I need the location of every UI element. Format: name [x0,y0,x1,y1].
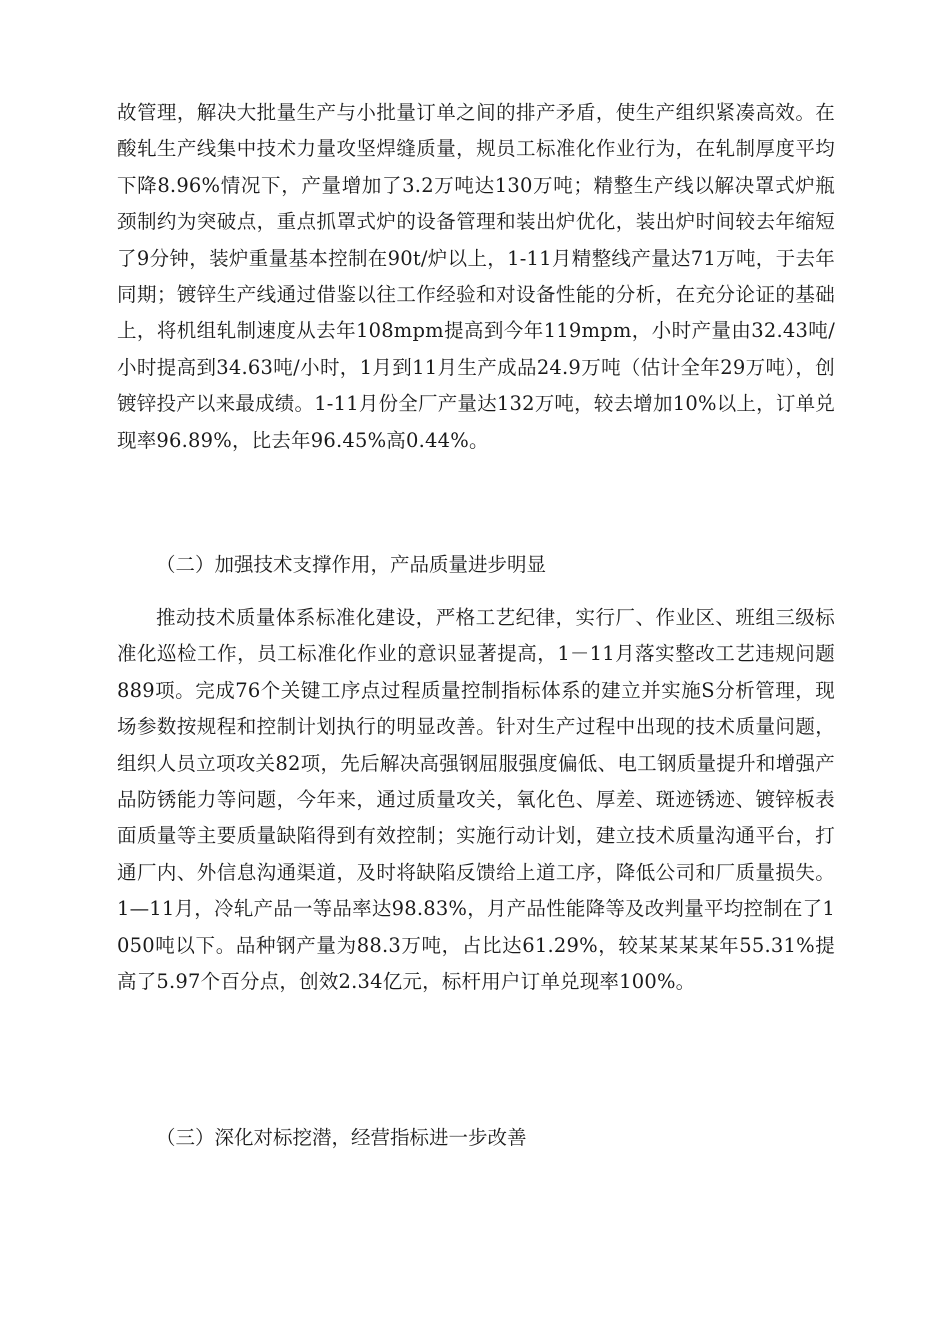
body-paragraph-production: 故管理，解决大批量生产与小批量订单之间的排产矛盾，使生产组织紧凑高效。在酸轧生产线集中技术力量攻坚焊缝质量，规员工标准化作业行为，在轧制厚度平均下降8.96%情况下，产量增加了3.2万吨达130万吨；精整生产线以解决罩式炉瓶颈制约为突破点，重点抓罩式炉的设备管理和装出炉优化，装出炉时间较去年缩短了9分钟，装炉重量基本控制在90t/炉以上，1-11月精整线产量达71万吨，于去年同期；镀锌生产线通过借鉴以往工作经验和对设备性能的分析，在充分论证的基础上，将机组轧制速度从去年108mpm提高到今年119mpm，小时产量由32.43吨/小时提高到34.63吨/小时，1月到11月生产成品24.9万吨（估计全年29万吨），创镀锌投产以来最成绩。1-11月份全厂产量达132万吨，较去增加10%以上，订单兑现率96.89%，比去年96.45%高0.44%。 [117,101,835,452]
section-heading-benchmark: （三）深化对标挖潜，经营指标进一步改善 [156,1126,527,1149]
section-heading-quality: （二）加强技术支撑作用，产品质量进步明显 [156,553,547,576]
body-paragraph-quality: 推动技术质量体系标准化建设，严格工艺纪律，实行厂、作业区、班组三级标准化巡检工作，员工标准化作业的意识显著提高，1－11月落实整改工艺违规问题889项。完成76个关键工序点过程质量控制指标体系的建立并实施S分析管理，现场参数按规程和控制计划执行的明显改善。针对生产过程中出现的技术质量问题，组织人员立项攻关82项，先后解决高强钢屈服强度偏低、电工钢质量提升和增强产品防锈能力等问题，今年来，通过质量攻关，氧化色、厚差、斑迹锈迹、镀锌板表面质量等主要质量缺陷得到有效控制；实施行动计划，建立技术质量沟通平台，打通厂内、外信息沟通渠道，及时将缺陷反馈给上道工序，降低公司和厂质量损失。1—11月，冷轧产品一等品率达98.83%，月产品性能降等及改判量平均控制在了1050吨以下。品种钢产量为88.3万吨，占比达61.29%，较某某某某年55.31%提高了5.97个百分点，创效2.34亿元，标杆用户订单兑现率100%。 [117,606,835,994]
